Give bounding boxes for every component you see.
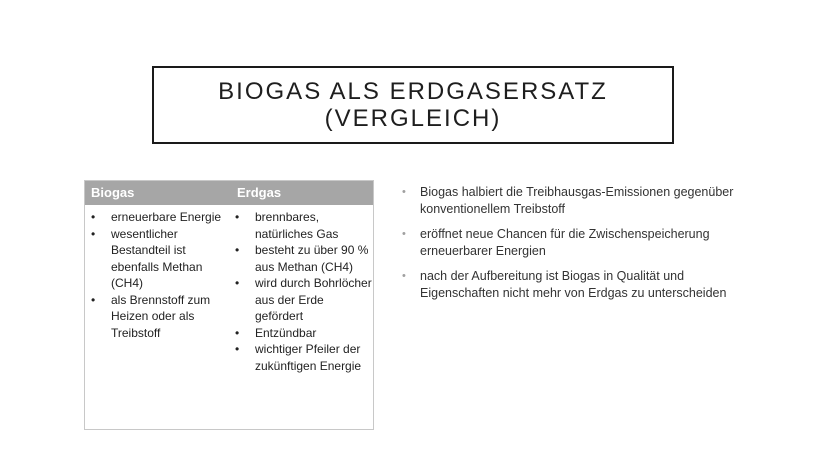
bullet-icon: •	[235, 210, 240, 224]
list-item: • brennbares, natürliches Gas	[235, 210, 339, 241]
bullet-icon: •	[91, 210, 96, 224]
table-header-row	[85, 181, 373, 205]
list-item: • wird durch Bohrlöcher aus der Erde gefördert	[235, 276, 372, 323]
bullet-icon: •	[402, 186, 406, 198]
list-item: • Entzündbar	[235, 325, 317, 340]
list-item: • nach der Aufbereitung ist Biogas in Qualität und Eigenschaften nicht mehr von Erdgas zu unterscheiden	[402, 269, 727, 300]
bullet-icon: •	[402, 270, 406, 282]
bullet-icon: •	[235, 243, 240, 257]
list-item: • eröffnet neue Chancen für die Zwischenspeicherung erneuerbarer Energien	[402, 227, 710, 258]
slide-title-line-1: BIOGAS ALS ERDGASERSATZ	[218, 78, 608, 105]
erdgas-column	[231, 209, 373, 374]
bullet-icon: •	[91, 226, 96, 241]
biogas-column	[85, 209, 231, 374]
comparison-table	[84, 180, 374, 430]
bullet-icon: •	[91, 292, 96, 307]
header-erdgas: Erdgas	[237, 185, 282, 200]
table-body	[85, 205, 373, 374]
list-item: • erneuerbare Energie	[91, 210, 222, 224]
bullet-icon: •	[235, 276, 240, 290]
list-item: • wesentlicher Bestandteil ist ebenfalls Methan (CH4)	[91, 226, 203, 290]
list-item: • Biogas halbiert die Treibhausgas-Emissionen gegenüber konventionellem Treibstoff	[402, 185, 734, 216]
bullet-list	[400, 184, 760, 310]
list-item: • wichtiger Pfeiler der zukünftigen Energie	[235, 342, 362, 373]
list-item: • als Brennstoff zum Heizen oder als Treibstoff	[91, 292, 211, 340]
bullet-icon: •	[402, 228, 406, 240]
header-biogas: Biogas	[91, 185, 135, 200]
list-item: • besteht zu über 90 % aus Methan (CH4)	[235, 243, 369, 274]
title-box	[152, 66, 674, 144]
bullet-icon: •	[235, 342, 240, 356]
bullet-icon: •	[235, 325, 240, 340]
slide-title-line-2: (VERGLEICH)	[324, 105, 502, 132]
